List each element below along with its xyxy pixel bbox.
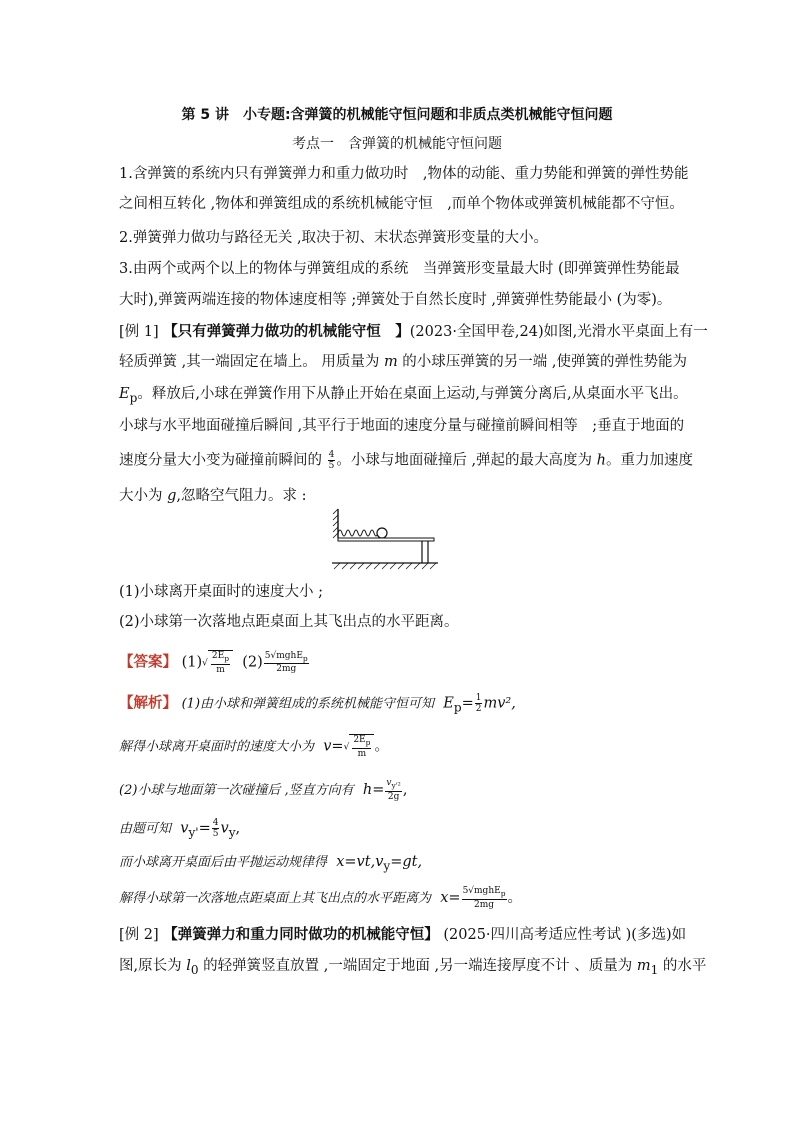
analysis-tag: 【解析】 [119,695,177,712]
example-2-line-2: 图,原长为 $l_0$ 的轻弹簧竖直放置 ,一端固定于地面 ,另一端连接厚度不计 、质量为 $m_1$ 的水平 [119,958,707,977]
example-1-topic: 【只有弹簧弹力做功的机械能守恒 】 [163,324,410,340]
example-2-source: (2025·四川高考适应性考试 )(多选)如 [443,927,687,943]
analysis-line-6: 解得小球第一次落地点距桌面上其飞出点的水平距离为 x= $\frac{5√mghE_p}{2mg}$ 。 [119,886,522,910]
analysis-line-4: 由题可知 $v_{y'}=$ $\frac{4}{5}$ $v_y$, [119,818,241,840]
ball [377,528,387,538]
example-1-line-5: 速度分量大小变为碰撞前瞬间的 $\frac{4}{5}$ 。小球与地面碰撞后 ,弹起的最大高度为 h。重力加速度 [119,450,694,471]
point-3-line-2: 大时),弹簧两端连接的物体速度相等 ;弹簧处于自然长度时 ,弹簧弹性势能最小 (为零)。 [119,292,672,308]
fraction-four-fifths: $\frac{4}{5}$ [328,450,335,471]
answer-1-formula: √ $\frac{2E_p}{m}$ [202,650,233,675]
answer-2-formula: $\frac{5√mghE_p}{2mg}$ [264,650,308,675]
point-3-line-1: 3.由两个或两个以上的物体与弹簧组成的系统 当弹簧形变量最大时 (即弹簧弹性势能最 [119,261,680,277]
analysis-line-2: 解得小球离开桌面时的速度大小为 v=√ $\frac{2E_p}{m}$ 。 [119,735,389,759]
spring-ball-table-diagram [330,505,440,575]
example-1-label: [例 1] [119,324,159,340]
question-1: (1)小球离开桌面时的速度大小 ; [119,584,324,600]
question-2: (2)小球第一次落地点距桌面上其飞出点的水平距离。 [119,614,459,630]
analysis-line-1: 【解析】 (1)由小球和弹簧组成的系统机械能守恒可知 $E_p=$ $\frac{1}{2}$ mv², [119,693,516,715]
answer-tag: 【答案】 [119,654,177,671]
example-1-source: (2023·全国甲卷,24)如图,光滑水平桌面上有一 [409,324,708,340]
example-1-line-1 [119,322,708,342]
analysis-line-3: (2)小球与地面第一次碰撞后 ,竖直方向有 h= $\frac{v_{y'^2}}{2g}$ , [119,778,408,802]
example-1-line-6: 大小为 g,忽略空气阻力。求 : [119,488,307,504]
analysis-line-5: 而小球离开桌面后由平抛运动规律得 $x=vt,v_y=gt$, [119,854,423,873]
point-1-line-1: 1.含弹簧的系统内只有弹簧弹力和重力做功时 ,物体的动能、重力势能和弹簧的弹性势能 [119,166,689,182]
example-2-line-1 [119,925,686,945]
example-2-label: [例 2] [119,927,159,943]
example-2-topic: 【弹簧弹力和重力同时做功的机械能守恒】 [163,927,439,943]
example-1-line-4: 小球与水平地面碰撞后瞬间 ,其平行于地面的速度分量与碰撞前瞬间相等 ;垂直于地面的 [119,418,685,434]
lesson-title: 第 5 讲 小专题:含弹簧的机械能守恒问题和非质点类机械能守恒问题 [181,107,613,123]
point-1-line-2: 之间相互转化 ,物体和弹簧组成的系统机械能守恒 ,而单个物体或弹簧机械能都不守恒。 [119,196,684,212]
point-2: 2.弹簧弹力做功与路径无关 ,取决于初、末状态弹簧形变量的大小。 [119,230,549,246]
section-subtitle: 考点一 含弹簧的机械能守恒问题 [292,136,502,152]
wall [333,509,338,538]
ground [332,563,438,569]
table [338,538,434,563]
spring [338,530,378,536]
example-1-line-3: $E_p$。释放后,小球在弹簧作用下从静止开始在桌面上运动,与弹簧分离后,从桌面水平飞出。 [119,386,688,405]
example-1-line-2: 轻质弹簧 ,其一端固定在墙上。 用质量为 m 的小球压弹簧的另一端 ,使弹簧的弹性势能为 [119,354,688,370]
answer-line: 【答案】 (1)√ $\frac{2E_p}{m}$ (2) $\frac{5√mghE_p}{2mg}$ [119,650,308,675]
